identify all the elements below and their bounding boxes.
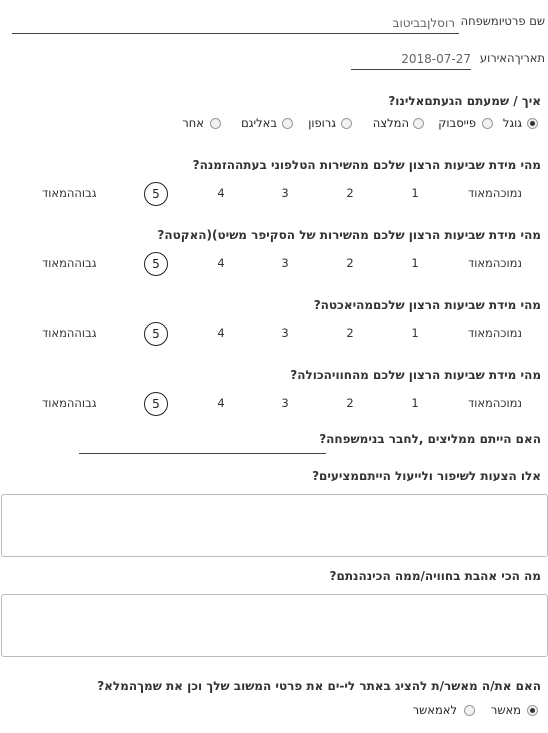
rating-option-selected[interactable]: 5: [144, 322, 168, 346]
rating-option[interactable]: 1: [411, 186, 419, 200]
rating-low-label: נמוכהמאוד: [467, 326, 522, 340]
rating-option[interactable]: 2: [346, 396, 354, 410]
source-question-label: איך / שמעתם הגעתםאלינו?: [388, 94, 541, 108]
recommend-question-label: האם הייתם ממליצים ,לחבר בנימשפחה?: [319, 432, 541, 446]
source-option-label: גרופון: [308, 116, 336, 130]
name-value: רוסלןבביטוב: [392, 16, 455, 30]
name-label: שם פרטיומשפחה: [460, 14, 545, 28]
loved-textarea[interactable]: [1, 594, 548, 657]
source-options: [0, 118, 548, 134]
source-option-label: פייסבוק: [438, 116, 476, 130]
rating-option-selected[interactable]: 5: [144, 252, 168, 276]
rating-low-label: נמוכהמאוד: [467, 186, 522, 200]
source-option[interactable]: [0, 118, 548, 134]
rating-option[interactable]: 3: [281, 256, 289, 270]
source-option-label: באליגם: [241, 116, 277, 130]
rating-option[interactable]: 1: [411, 396, 419, 410]
source-option-label: המלצה: [372, 116, 409, 130]
consent-option-label: לאמאשר: [412, 703, 457, 717]
consent-radio[interactable]: [464, 705, 475, 716]
rating-high-label: גבוההמאוד: [42, 326, 97, 340]
source-option-label: אחר: [182, 116, 204, 130]
rating-option-selected[interactable]: 5: [144, 182, 168, 206]
rating-option[interactable]: 2: [346, 186, 354, 200]
name-field[interactable]: [12, 8, 459, 34]
rating-option[interactable]: 1: [411, 256, 419, 270]
rating-option[interactable]: 3: [281, 326, 289, 340]
consent-options: [0, 705, 548, 721]
rating-option[interactable]: 3: [281, 186, 289, 200]
rating-option[interactable]: 4: [217, 256, 225, 270]
rating-high-label: גבוההמאוד: [42, 396, 97, 410]
rating-high-label: גבוההמאוד: [42, 256, 97, 270]
loved-question-label: מה הכי אהבת בחוויה/ממה הכינהנתם?: [329, 569, 541, 583]
rating-option-selected[interactable]: 5: [144, 392, 168, 416]
rating-option[interactable]: 4: [217, 326, 225, 340]
rating-option[interactable]: 2: [346, 256, 354, 270]
rating-low-label: נמוכהמאוד: [467, 396, 522, 410]
rating-high-label: גבוההמאוד: [42, 186, 97, 200]
consent-option-label: מאשר: [490, 703, 521, 717]
rating-question-label: מהי מידת שביעות הרצון שלכם מהשירות של הסקיפר משיט)(האקטה?: [157, 228, 541, 242]
rating-question-label: מהי מידת שביעות הרצון שלכם מהשירות הטלפוני בעתההזמנה?: [192, 158, 541, 172]
improve-question-label: אלו הצעות לשיפור ולייעול הייתםמציעים?: [312, 469, 541, 483]
consent-question-label: האם את/ה מאשר/ת להציג באתר לי-ים את פרטי המשוב שלך וכן את שמךהמלא?: [97, 679, 541, 693]
recommend-field[interactable]: [79, 431, 326, 454]
date-label: תאריךהאירוע: [479, 51, 545, 65]
rating-option[interactable]: 1: [411, 326, 419, 340]
date-value: 2018-07-27: [401, 52, 471, 66]
rating-scale: [0, 322, 548, 346]
rating-low-label: נמוכהמאוד: [467, 256, 522, 270]
rating-option[interactable]: 4: [217, 186, 225, 200]
rating-question-label: מהי מידת שביעות הרצון שלכםמהיאכטה?: [313, 298, 541, 312]
rating-question-label: מהי מידת שביעות הרצון שלכם מהחוויהכולה?: [290, 368, 541, 382]
date-field[interactable]: [351, 44, 471, 70]
rating-option[interactable]: 2: [346, 326, 354, 340]
rating-scale: [0, 182, 548, 206]
rating-option[interactable]: 4: [217, 396, 225, 410]
improve-textarea[interactable]: [1, 494, 548, 557]
consent-option[interactable]: [0, 705, 548, 721]
rating-scale: [0, 392, 548, 416]
source-radio[interactable]: [210, 118, 221, 129]
rating-scale: [0, 252, 548, 276]
rating-option[interactable]: 3: [281, 396, 289, 410]
source-option-label: גוגל: [502, 116, 522, 130]
